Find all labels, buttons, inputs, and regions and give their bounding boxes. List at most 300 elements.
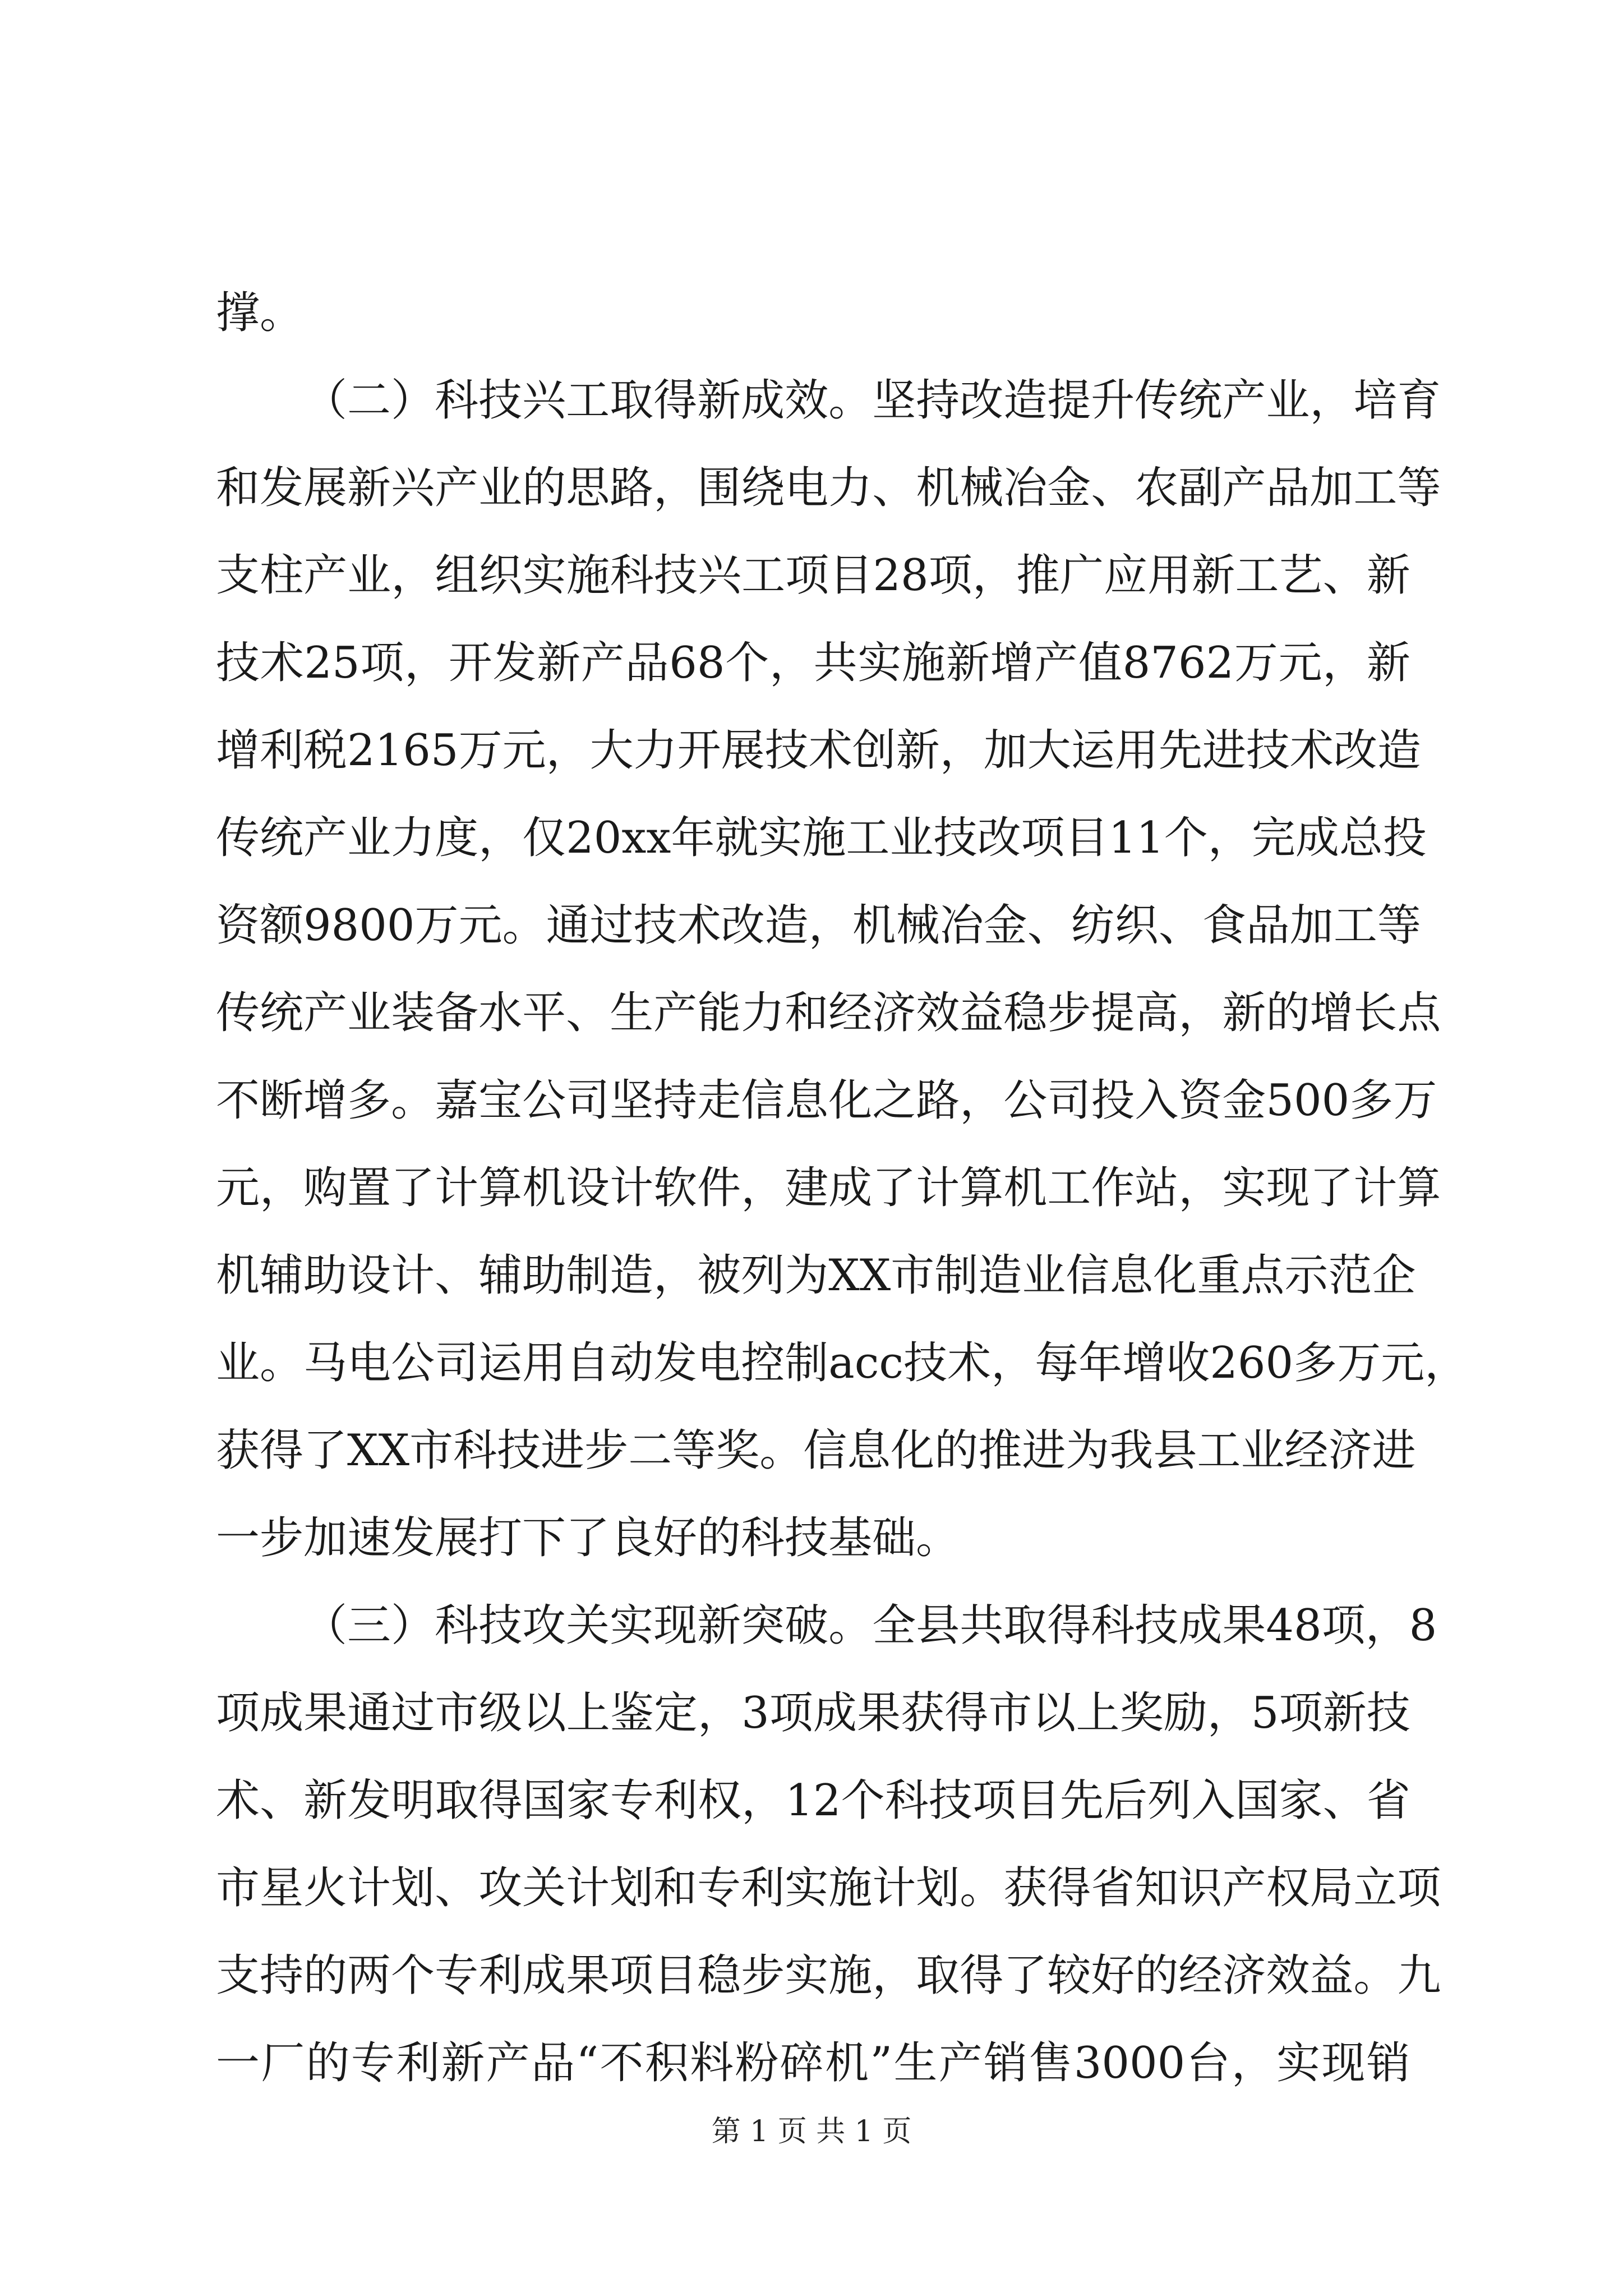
glyph: 得 [960,1950,1004,2001]
glyph: 术 [216,1775,260,1826]
glyph: 应 [1104,550,1148,601]
glyph: 统 [260,813,304,863]
glyph: 品 [1246,900,1290,951]
glyph: XX [347,1425,410,1476]
text-line [216,1932,1441,2019]
glyph: ， [546,725,590,776]
glyph: 金 [983,900,1027,951]
glyph: 项 [610,1950,654,2001]
text-line: 一步加速发展打下了良好的科技基础。 [216,1513,960,1563]
glyph: 工 [1047,1163,1091,1213]
glyph: 推 [978,1425,1022,1476]
glyph: 了 [391,1163,435,1213]
glyph: 不 [600,2038,644,2088]
glyph: 施 [828,1863,873,1913]
glyph: 划 [610,1863,654,1913]
glyph: 国 [1235,1775,1279,1826]
glyph: 大 [589,725,634,776]
glyph: 织 [478,550,523,601]
glyph: 项 [360,638,404,688]
glyph: 积 [644,2038,689,2088]
glyph: 新 [1191,550,1235,601]
glyph: 果 [1222,1600,1266,1651]
glyph: 创 [852,725,896,776]
glyph: 。 [960,1863,1004,1913]
glyph: 艺 [1279,550,1323,601]
glyph: 万 [1337,1338,1381,1388]
glyph: 兴 [698,550,742,601]
glyph: 力 [633,725,677,776]
glyph: 济 [1328,1425,1372,1476]
glyph: 业 [1022,1250,1066,1301]
glyph: 力 [391,813,435,863]
glyph: ， [1424,1338,1469,1388]
glyph: 项 [216,1688,260,1738]
glyph: 个 [725,638,769,688]
glyph: 设 [347,1250,391,1301]
glyph: 突 [741,1600,785,1651]
glyph: 化 [828,1075,873,1126]
glyph: 展 [721,725,765,776]
glyph: 助 [303,1250,348,1301]
glyph: 计 [566,1863,610,1913]
glyph: ， [391,550,435,601]
glyph: 计 [610,1163,654,1213]
glyph: 兴 [391,463,435,513]
glyph: 产 [1222,375,1266,426]
glyph: 项 [972,1775,1016,1826]
glyph: 计 [347,1863,391,1913]
glyph: 产 [1222,1863,1266,1913]
glyph: 二 [347,375,391,426]
glyph: 九 [1397,1950,1441,2001]
glyph: ， [1207,813,1252,863]
glyph: 统 [1178,375,1223,426]
glyph: 攻 [478,1863,523,1913]
glyph: 上 [1076,1688,1120,1738]
glyph: 新 [697,1600,741,1651]
glyph: 范 [1328,1250,1372,1301]
glyph: 效 [785,375,829,426]
glyph: 新 [1222,988,1266,1038]
glyph: 件 [697,1163,741,1213]
glyph: 兴 [522,375,566,426]
glyph: 粉 [735,2038,779,2088]
glyph: 改 [977,813,1021,863]
glyph: 励 [1163,1688,1207,1738]
glyph: 术 [260,638,304,688]
glyph: 万 [414,900,459,951]
glyph: 产 [486,2038,530,2088]
glyph: 为 [1066,1425,1110,1476]
glyph: 生 [610,988,654,1038]
glyph: 长 [1353,988,1398,1038]
glyph: 济 [872,988,916,1038]
glyph: 项 [1279,1688,1323,1738]
glyph: 500 [1266,1075,1350,1126]
glyph: 持 [260,1950,304,2001]
glyph: 点 [1241,1250,1285,1301]
glyph: 等 [1397,463,1441,513]
glyph: 改 [721,900,765,951]
glyph: 25 [304,638,360,688]
glyph: 、 [1322,550,1367,601]
glyph: 食 [1202,900,1246,951]
glyph: 机 [825,2038,869,2088]
glyph: 利 [741,1863,785,1913]
glyph: 取 [610,375,654,426]
glyph: ， [653,463,698,513]
glyph: 了 [872,1163,916,1213]
glyph: 列 [741,1250,785,1301]
glyph: 台 [1186,2038,1230,2088]
glyph: 火 [303,1863,348,1913]
glyph: 2165 [347,725,459,776]
paragraph-first-line [216,357,1441,444]
glyph: 划 [916,1863,960,1913]
glyph: 就 [714,813,759,863]
glyph: 绕 [741,463,785,513]
glyph: 成 [828,1163,873,1213]
glyph: 果 [303,1688,348,1738]
glyph: 获 [1003,1863,1048,1913]
text-line [216,969,1441,1057]
glyph: 信 [803,1425,847,1476]
glyph: 48 [1266,1600,1322,1651]
glyph: 工 [566,375,610,426]
glyph: 68 [669,638,725,688]
glyph: 进 [541,1425,585,1476]
glyph: 县 [1153,1425,1197,1476]
glyph: 奖 [716,1425,760,1476]
glyph: 稳 [1003,988,1048,1038]
glyph: 成 [522,1950,566,2001]
glyph: 新 [441,2038,485,2088]
glyph: 省 [1091,1863,1135,1913]
glyph: 。 [1353,1950,1398,2001]
glyph: 增 [1122,1338,1166,1388]
glyph: ， [1178,988,1223,1038]
glyph: 品 [531,2038,575,2088]
glyph: 实 [758,813,803,863]
glyph: ， [1310,375,1354,426]
glyph: 攻 [522,1600,566,1651]
glyph: 万 [1393,1075,1437,1126]
glyph: 家 [566,1775,610,1826]
glyph: 加 [1310,463,1354,513]
glyph: 走 [697,1075,741,1126]
glyph: （ [303,375,348,426]
glyph: 奖 [1119,1688,1164,1738]
glyph: ， [808,900,852,951]
glyph: 新 [896,725,940,776]
glyph: 制 [934,1250,979,1301]
glyph: 。 [828,375,873,426]
glyph: 用 [1147,550,1192,601]
glyph: ” [870,2038,893,2088]
glyph: ， [741,1163,785,1213]
glyph: 入 [1135,1075,1179,1126]
glyph: 算 [960,1163,1004,1213]
glyph: 业 [347,988,391,1038]
glyph: 加 [1289,900,1334,951]
glyph: 12 [785,1775,841,1826]
glyph: 技 [653,550,698,601]
glyph: 坚 [610,1075,654,1126]
glyph: 产 [1034,638,1078,688]
glyph: 果 [857,1688,901,1738]
glyph: 共 [960,1600,1004,1651]
glyph: 传 [1135,375,1179,426]
glyph: 厂 [261,2038,305,2088]
glyph: 息 [785,1075,829,1126]
glyph: 。 [828,1600,873,1651]
glyph: 破 [785,1600,829,1651]
glyph: 和 [216,463,260,513]
glyph: 个 [391,1950,435,2001]
glyph: 经 [828,988,873,1038]
glyph: 级 [478,1688,523,1738]
glyph: 设 [566,1163,610,1213]
glyph: 技 [1366,1688,1410,1738]
glyph: 金 [1047,463,1091,513]
glyph: 产 [653,988,698,1038]
glyph: 助 [522,1250,566,1301]
glyph: 工 [1235,550,1279,601]
glyph: 260 [1210,1338,1294,1388]
glyph: 育 [1397,375,1441,426]
glyph: 上 [566,1688,610,1738]
glyph: 示 [1284,1250,1329,1301]
glyph: 工 [1197,1425,1241,1476]
glyph: 过 [391,1688,435,1738]
glyph: 元 [1278,638,1322,688]
glyph: 计 [391,1250,435,1301]
glyph: 得 [478,1775,523,1826]
glyph: 进 [1372,1425,1416,1476]
glyph: 增 [216,725,260,776]
glyph: 技 [903,1338,948,1388]
glyph: 成 [1178,1600,1223,1651]
glyph: 发 [653,1338,698,1388]
glyph: 科 [435,375,479,426]
glyph: 电 [347,1338,391,1388]
glyph: 织 [1114,900,1159,951]
glyph: 计 [435,1163,479,1213]
glyph: 成 [741,375,785,426]
glyph: 9800 [303,900,415,951]
glyph: 两 [347,1950,391,2001]
glyph: 划 [391,1863,435,1913]
glyph: 工 [1333,900,1377,951]
glyph: 项 [1321,1600,1366,1651]
glyph: 产 [435,463,479,513]
glyph: 现 [1321,2038,1366,2088]
glyph: 果 [566,1950,610,2001]
glyph: 利 [396,2038,440,2088]
glyph: 3 [741,1688,769,1738]
glyph: 实 [785,1950,829,2001]
glyph: 用 [1114,725,1159,776]
glyph: 列 [1147,1775,1192,1826]
glyph: 多 [347,1075,391,1126]
glyph: 产 [303,813,348,863]
text-line [216,2019,1410,2107]
glyph: 步 [1047,988,1091,1038]
glyph: 三 [347,1600,391,1651]
glyph: 算 [1397,1163,1441,1213]
glyph: 持 [916,375,960,426]
glyph: 获 [216,1425,260,1476]
glyph: ， [1322,638,1367,688]
glyph: acc [828,1338,904,1388]
glyph: 统 [260,988,304,1038]
glyph: 业 [347,813,391,863]
glyph: 。 [759,1425,804,1476]
glyph: 、 [872,463,916,513]
text-line [216,1407,1416,1494]
glyph: “ [576,2038,599,2088]
glyph: 实 [610,1600,654,1651]
glyph: 备 [435,988,479,1038]
glyph: 取 [1003,1600,1048,1651]
glyph: ， [404,638,449,688]
text-line [216,1844,1441,1932]
glyph: 、 [260,1775,304,1826]
glyph: 8 [1409,1600,1437,1651]
glyph: 提 [1047,375,1091,426]
glyph: 实 [1276,2038,1321,2088]
glyph: 料 [690,2038,734,2088]
glyph: 支 [216,1950,260,2001]
glyph: 产 [580,638,625,688]
glyph: 作 [1091,1163,1135,1213]
page-number-footer: 第 1 页 共 1 页 [711,2115,912,2148]
glyph: 路 [916,1075,960,1126]
glyph: 马 [303,1338,348,1388]
glyph: 辅 [478,1250,523,1301]
paragraph-first-line [216,1582,1437,1669]
glyph: 效 [1266,1950,1310,2001]
glyph: 以 [522,1688,566,1738]
glyph: 司 [435,1338,479,1388]
glyph: 计 [1353,1163,1398,1213]
text-line [216,1757,1410,1844]
glyph: 市 [435,1688,479,1738]
glyph: 度 [435,813,479,863]
glyph: 新 [697,375,741,426]
glyph: 。 [502,900,546,951]
glyph: 县 [916,1600,960,1651]
glyph: ， [478,813,523,863]
glyph: 共 [813,638,857,688]
glyph: 识 [1178,1863,1223,1913]
glyph: 高 [1135,988,1179,1038]
glyph: 目 [829,550,873,601]
glyph: 实 [857,638,902,688]
glyph: 个 [1164,813,1208,863]
glyph: 。 [391,1075,435,1126]
glyph: 发 [347,1775,391,1826]
glyph: 置 [347,1163,391,1213]
glyph: 利 [260,725,304,776]
glyph: 。 [260,1338,304,1388]
glyph: 技 [1135,1600,1179,1651]
glyph: 开 [448,638,492,688]
glyph: 权 [1266,1863,1310,1913]
glyph: 每 [1035,1338,1079,1388]
glyph: 实 [785,1863,829,1913]
glyph: 制 [785,1338,829,1388]
glyph: 副 [1178,463,1223,513]
glyph: 提 [1091,988,1135,1038]
glyph: 得 [653,375,698,426]
glyph: 济 [1222,1950,1266,2001]
glyph: 实 [522,550,566,601]
glyph: 28 [873,550,929,601]
glyph: 施 [802,813,846,863]
glyph: 先 [1158,725,1202,776]
glyph: 公 [1003,1075,1048,1126]
glyph: 、 [1091,463,1135,513]
glyph: 算 [478,1163,523,1213]
glyph: 先 [1060,1775,1104,1826]
glyph: 了 [1003,1950,1048,2001]
glyph: 国 [522,1775,566,1826]
glyph: 3000 [1073,2038,1186,2088]
glyph: 术 [947,1338,992,1388]
glyph: 技 [633,900,677,951]
glyph: 年 [1078,1338,1123,1388]
glyph: ） [391,1600,435,1651]
glyph: 成 [260,1688,304,1738]
text-line [216,1232,1416,1319]
glyph: 税 [303,725,348,776]
glyph: 明 [391,1775,435,1826]
glyph: 施 [902,638,946,688]
glyph: 平 [522,988,566,1038]
glyph: 为 [785,1250,829,1301]
glyph: 公 [391,1338,435,1388]
glyph: 元 [216,1163,260,1213]
glyph: 施 [566,550,610,601]
glyph: 产 [303,988,348,1038]
glyph: 售 [1029,2038,1073,2088]
glyph: ， [960,1075,1004,1126]
glyph: ， [769,638,813,688]
glyph: 碎 [780,2038,824,2088]
glyph: 技 [928,1775,972,1826]
glyph: 11 [1108,813,1164,863]
glyph: 广 [1060,550,1104,601]
glyph: 冶 [939,900,984,951]
glyph: 市 [216,1863,260,1913]
glyph: 业 [478,463,523,513]
glyph: 新 [537,638,581,688]
text-line [216,1144,1441,1232]
glyph: 二 [628,1425,672,1476]
glyph: 投 [1382,813,1427,863]
glyph: 项 [785,550,829,601]
glyph: 站 [1135,1163,1179,1213]
glyph: 步 [741,1950,785,2001]
glyph: 资 [1178,1075,1223,1126]
glyph: 技 [764,725,809,776]
glyph: 运 [478,1338,523,1388]
glyph: 生 [893,2038,938,2088]
glyph: ， [653,1250,698,1301]
glyph: 的 [1135,1950,1179,2001]
